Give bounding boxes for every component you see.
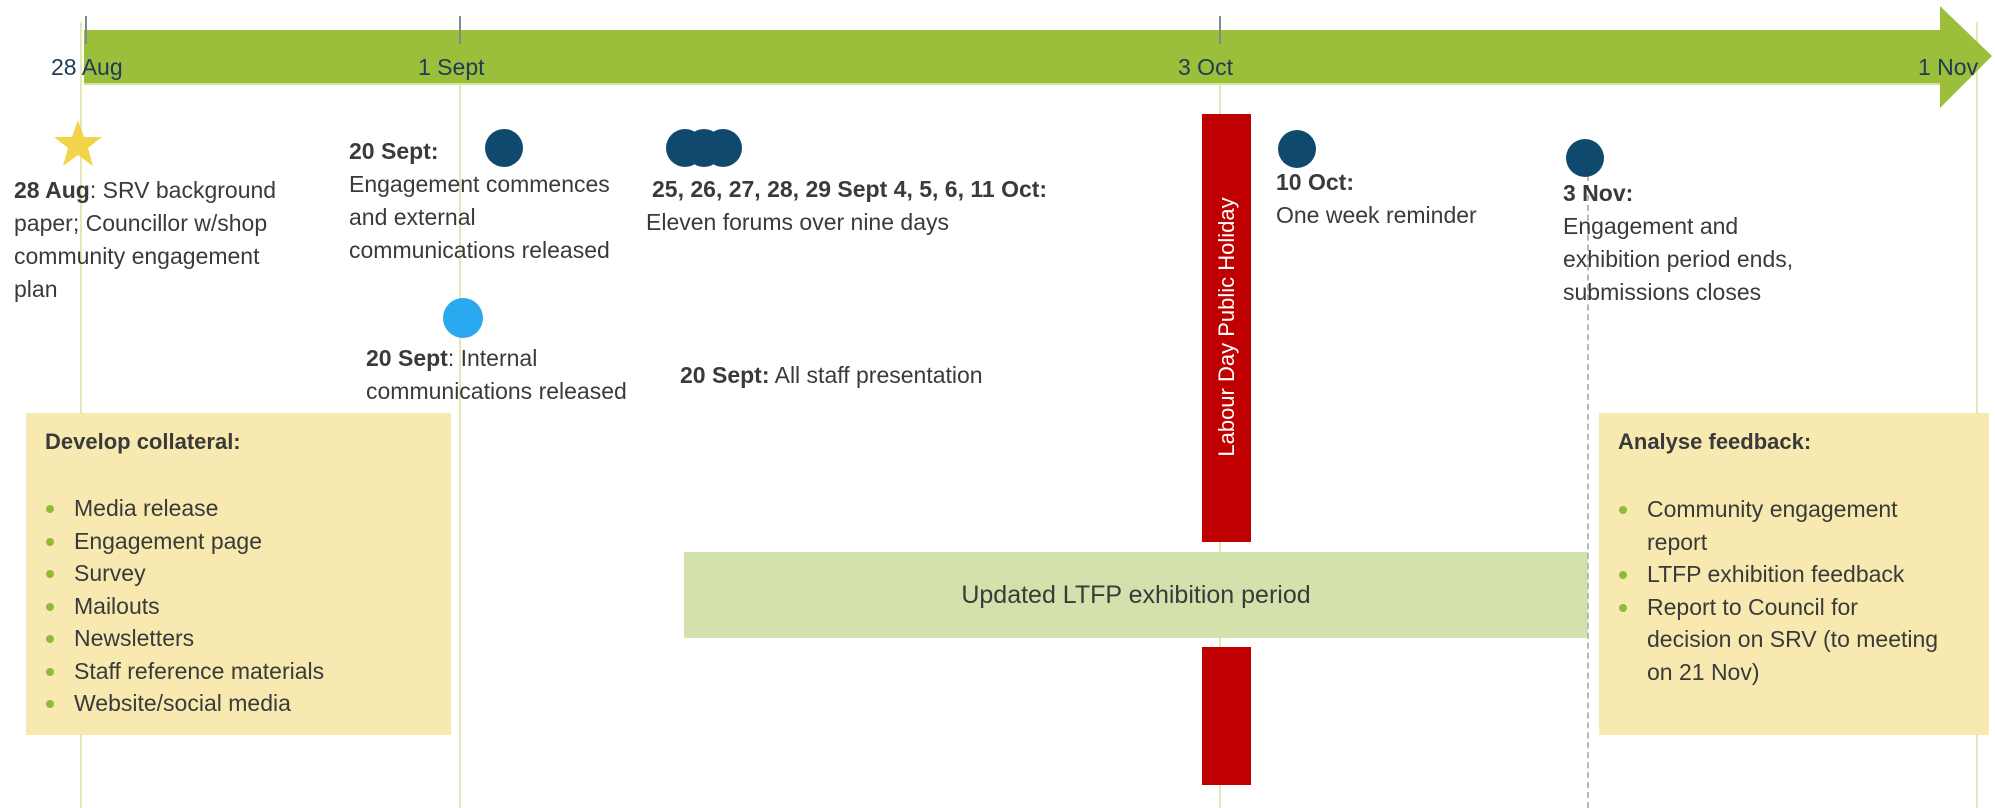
event-staff-desc: All staff presentation	[769, 362, 983, 388]
feedback-item: Report to Council for decision on SRV (to meeting on 21 Nov)	[1599, 591, 1939, 689]
bullet-icon	[1619, 604, 1627, 612]
event-forums-desc: Eleven forums over nine days	[646, 209, 949, 235]
date-label-28aug: 28 Aug	[51, 54, 123, 80]
event-10oct-desc: One week reminder	[1276, 202, 1477, 228]
collateral-item: Engagement page	[26, 525, 451, 558]
event-20sept-internal	[366, 342, 666, 408]
feedback-list	[1599, 493, 1939, 688]
event-20sept-internal-desc: : Internal communications released	[366, 345, 627, 404]
feedback-item: Community engagement report	[1599, 493, 1939, 558]
bullet-icon	[46, 505, 54, 513]
event-20sept-engagement	[349, 135, 639, 267]
event-28aug	[14, 174, 304, 306]
tick-1sept	[459, 16, 461, 44]
event-forums	[646, 173, 1066, 239]
event-staff-presentation	[680, 359, 1080, 392]
collateral-title: Develop collateral:	[45, 429, 241, 454]
event-20sept-internal-date: 20 Sept	[366, 345, 448, 371]
bullet-icon	[1619, 506, 1627, 514]
event-3nov-date: 3 Nov:	[1563, 180, 1634, 206]
date-label-1nov: 1 Nov	[1918, 54, 1979, 80]
bullet-icon	[46, 668, 54, 676]
bullet-icon	[46, 538, 54, 546]
bullet-icon	[46, 570, 54, 578]
collateral-list	[26, 492, 451, 720]
feedback-panel	[1599, 413, 1989, 735]
reminder-dot-10oct	[1278, 130, 1316, 168]
collateral-item: Mailouts	[26, 590, 451, 623]
collateral-item: Survey	[26, 557, 451, 590]
close-dot-3nov	[1566, 139, 1604, 177]
feedback-item: LTFP exhibition feedback	[1599, 558, 1939, 591]
event-20sept-engagement-date: 20 Sept:	[349, 138, 439, 164]
bullet-icon	[46, 635, 54, 643]
date-label-1sept: 1 Sept	[418, 54, 485, 80]
tick-28aug	[85, 16, 87, 44]
timeline-arrow	[0, 0, 1995, 120]
collateral-item: Staff reference materials	[26, 655, 451, 688]
bullet-icon	[46, 700, 54, 708]
internal-comms-dot	[443, 298, 483, 338]
event-20sept-engagement-desc: Engagement commences and external communications released	[349, 171, 610, 263]
event-forums-dates: 25, 26, 27, 28, 29 Sept 4, 5, 6, 11 Oct:	[652, 176, 1048, 202]
collateral-item: Website/social media	[26, 687, 451, 720]
collateral-item: Newsletters	[26, 622, 451, 655]
event-3nov-desc: Engagement and exhibition period ends, submissions closes	[1563, 213, 1794, 305]
feedback-title: Analyse feedback:	[1618, 429, 1812, 454]
exhibition-period-bar	[684, 552, 1588, 638]
event-3nov	[1563, 177, 1833, 309]
collateral-panel	[26, 413, 451, 735]
date-label-3oct: 3 Oct	[1178, 54, 1233, 80]
bullet-icon	[1619, 571, 1627, 579]
event-staff-date: 20 Sept:	[680, 362, 770, 388]
star-icon	[52, 118, 104, 170]
holiday-label: Labour Day Public Holiday	[1214, 197, 1239, 457]
event-10oct	[1276, 166, 1536, 232]
holiday-bar-bottom	[1202, 647, 1251, 785]
collateral-item: Media release	[26, 492, 451, 525]
event-28aug-date: 28 Aug	[14, 177, 90, 203]
event-10oct-date: 10 Oct:	[1276, 169, 1354, 195]
bullet-icon	[46, 603, 54, 611]
exhibition-period-label: Updated LTFP exhibition period	[961, 580, 1311, 609]
tick-3oct	[1219, 16, 1221, 44]
forum-dot-3	[704, 129, 742, 167]
event-28aug-desc: : SRV background paper; Councillor w/shop community engagement plan	[14, 177, 277, 302]
